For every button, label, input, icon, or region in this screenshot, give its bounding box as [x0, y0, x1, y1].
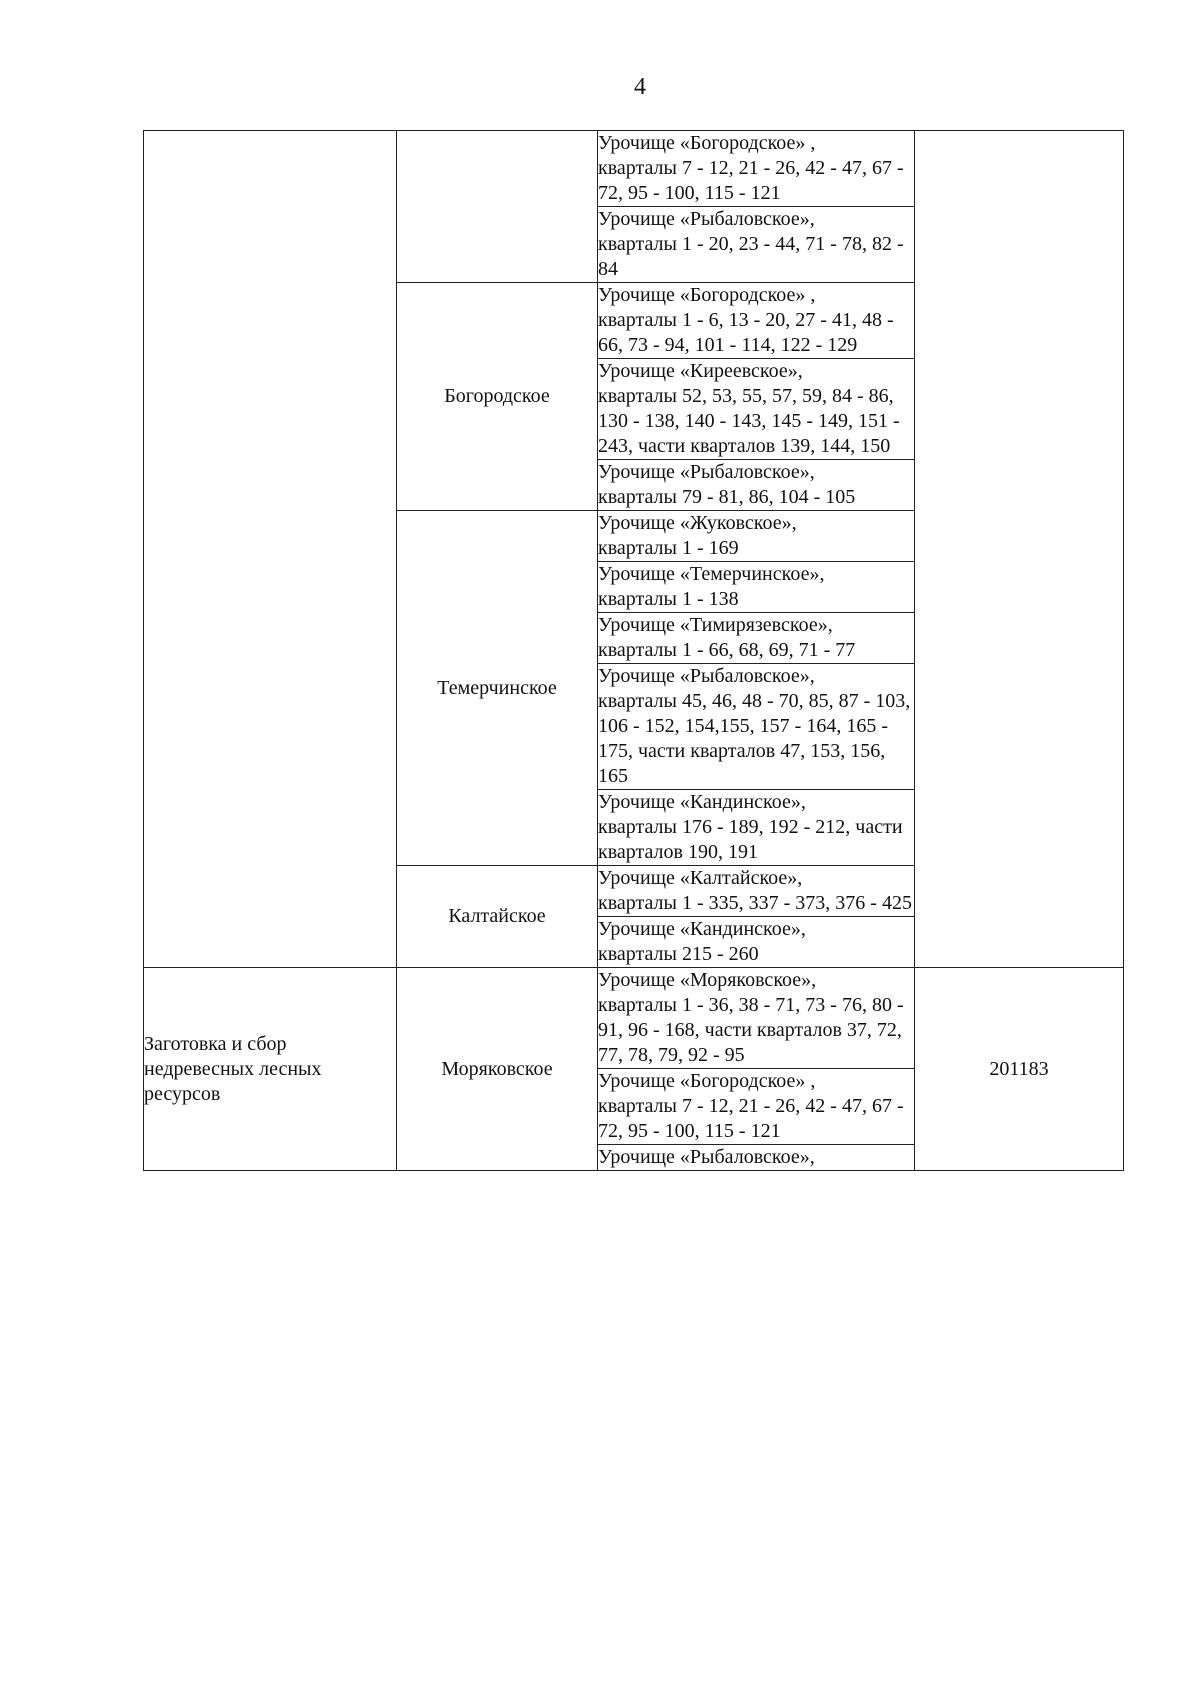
tract-title: Урочище «Кандинское», [598, 791, 806, 813]
tract-title: Урочище «Жуковское», [598, 512, 797, 534]
tract-cell [598, 968, 915, 1069]
tract-quarters: кварталы 1 - 169 [598, 537, 739, 559]
volume-cell: 201183 [915, 968, 1124, 1171]
tract-title: Урочище «Тимирязевское», [598, 614, 833, 636]
use-type-cell [144, 131, 397, 968]
tract-cell [598, 207, 915, 283]
tract-title: Урочище «Киреевское», [598, 360, 803, 382]
tract-quarters: кварталы 1 - 6, 13 - 20, 27 - 41, 48 - 66, 73 - 94, 101 - 114, 122 - 129 [598, 309, 894, 356]
forest-use-table [143, 130, 1124, 1171]
forestry-cell [397, 131, 598, 283]
tract-cell [598, 283, 915, 359]
tract-quarters: кварталы 1 - 66, 68, 69, 71 - 77 [598, 639, 856, 661]
tract-quarters: кварталы 52, 53, 55, 57, 59, 84 - 86, 130 - 138, 140 - 143, 145 - 149, 151 - 243, части кварталов 139, 144, 150 [598, 385, 900, 457]
tract-cell [598, 613, 915, 664]
tract-quarters: кварталы 176 - 189, 192 - 212, части кварталов 190, 191 [598, 816, 903, 863]
tract-cell [598, 562, 915, 613]
tract-cell [598, 1069, 915, 1145]
tract-title: Урочище «Моряковское», [598, 969, 817, 991]
tract-quarters: кварталы 79 - 81, 86, 104 - 105 [598, 486, 856, 508]
tract-cell [598, 1145, 915, 1171]
forestry-cell: Темерчинское [397, 511, 598, 866]
forestry-cell: Моряковское [397, 968, 598, 1171]
table-row [144, 131, 1124, 207]
tract-title: Урочище «Калтайское», [598, 867, 803, 889]
forestry-cell: Калтайское [397, 866, 598, 968]
tract-title: Урочище «Рыбаловское», [598, 461, 815, 483]
tract-title: Урочище «Богородское» , [598, 132, 816, 154]
table-row [144, 968, 1124, 1069]
tract-quarters: кварталы 1 - 20, 23 - 44, 71 - 78, 82 - 84 [598, 233, 904, 280]
tract-cell [598, 359, 915, 460]
tract-cell [598, 866, 915, 917]
tract-cell [598, 790, 915, 866]
tract-quarters: кварталы 1 - 138 [598, 588, 739, 610]
tract-title: Урочище «Богородское» , [598, 1070, 816, 1092]
volume-cell [915, 131, 1124, 968]
tract-quarters: кварталы 1 - 335, 337 - 373, 376 - 425 [598, 892, 912, 914]
tract-quarters: кварталы 45, 46, 48 - 70, 85, 87 - 103, 106 - 152, 154,155, 157 - 164, 165 - 175, части кварталов 47, 153, 156, 165 [598, 690, 911, 787]
tract-cell [598, 917, 915, 968]
tract-cell [598, 460, 915, 511]
tract-cell [598, 664, 915, 790]
tract-cell [598, 511, 915, 562]
tract-title: Урочище «Богородское» , [598, 284, 816, 306]
tract-quarters: кварталы 215 - 260 [598, 943, 759, 965]
tract-title: Урочище «Темерчинское», [598, 563, 825, 585]
tract-quarters: кварталы 7 - 12, 21 - 26, 42 - 47, 67 - 72, 95 - 100, 115 - 121 [598, 157, 904, 204]
tract-quarters: кварталы 7 - 12, 21 - 26, 42 - 47, 67 - 72, 95 - 100, 115 - 121 [598, 1095, 904, 1142]
tract-title: Урочище «Рыбаловское», [598, 1146, 815, 1168]
tract-title: Урочище «Кандинское», [598, 918, 806, 940]
forestry-cell: Богородское [397, 283, 598, 511]
tract-title: Урочище «Рыбаловское», [598, 665, 815, 687]
tract-cell [598, 131, 915, 207]
tract-quarters: кварталы 1 - 36, 38 - 71, 73 - 76, 80 - 91, 96 - 168, части кварталов 37, 72, 77, 78, 79, 92 - 95 [598, 994, 904, 1066]
tract-title: Урочище «Рыбаловское», [598, 208, 815, 230]
page-number: 4 [634, 74, 646, 100]
use-type-cell: Заготовка и сбор недревесных лесных ресурсов [144, 968, 397, 1171]
